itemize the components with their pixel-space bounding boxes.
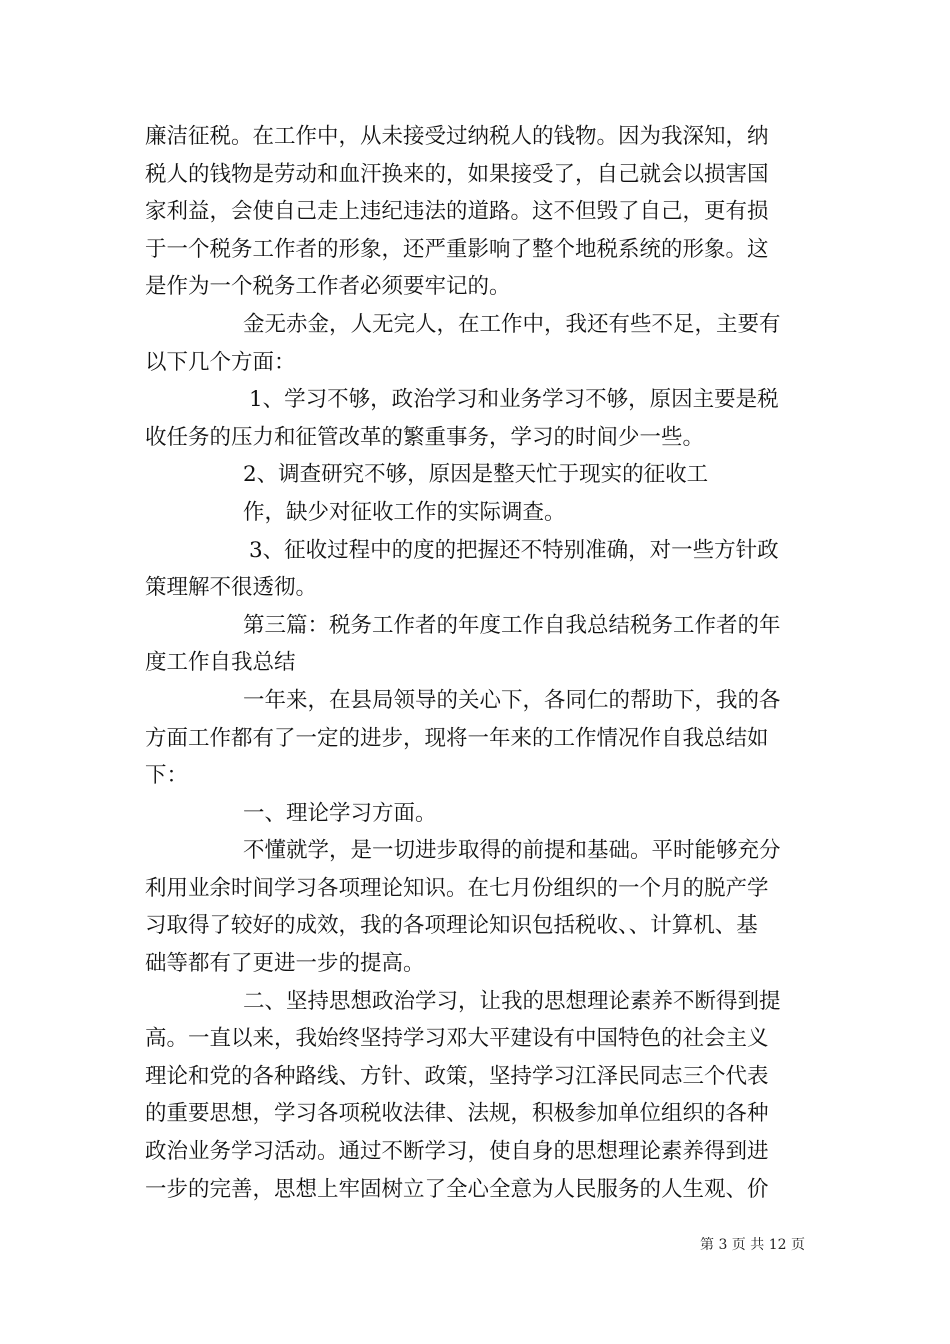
text-line: 高。一直以来，我始终坚持学习邓大平建设有中国特色的社会主义 (145, 1026, 769, 1052)
text-line: 习取得了较好的成效，我的各项理论知识包括税收、、计算机、基 (145, 913, 758, 939)
section-heading: 第三篇：税务工作者的年度工作自我总结税务工作者的年 (243, 612, 781, 638)
text-line: 不懂就学，是一切进步取得的前提和基础。平时能够充分 (243, 838, 781, 864)
text-line: 廉洁征税。在工作中，从未接受过纳税人的钱物。因为我深知，纳 (145, 124, 769, 149)
text-line: 于一个税务工作者的形象，还严重影响了整个地税系统的形象。这 (145, 236, 769, 262)
text-line: 收任务的压力和征管改革的繁重事务，学习的时间少一些。 (145, 424, 705, 450)
text-line: 3、征收过程中的度的把握还不特别准确，对一些方针政 (249, 537, 779, 563)
page-number: 第 3 页 共 12 页 (700, 1237, 805, 1253)
text-line: 础等都有了更进一步的提高。 (145, 951, 425, 977)
text-line: 税人的钱物是劳动和血汗换来的，如果接受了，自己就会以损害国 (145, 161, 769, 187)
text-line: 1、学习不够，政治学习和业务学习不够，原因主要是税 (249, 387, 779, 413)
text-line: 一、理论学习方面。 (243, 800, 437, 826)
text-line: 下： (145, 763, 189, 789)
text-line: 利用业余时间学习各项理论知识。在七月份组织的一个月的脱产学 (145, 875, 769, 901)
text-line: 是作为一个税务工作者必须要牢记的。 (145, 274, 511, 300)
text-line: 2、调查研究不够，原因是整天忙于现实的征收工 (243, 462, 709, 488)
section-heading: 度工作自我总结 (145, 650, 296, 676)
text-line: 方面工作都有了一定的进步，现将一年来的工作情况作自我总结如 (145, 725, 769, 751)
text-line: 策理解不很透彻。 (145, 575, 318, 601)
text-line: 一步的完善，思想上牢固树立了全心全意为人民服务的人生观、价 (145, 1176, 769, 1202)
text-line: 一年来，在县局领导的关心下，各同仁的帮助下，我的各 (243, 687, 781, 713)
text-line: 以下几个方面： (145, 349, 296, 375)
text-line: 的重要思想，学习各项税收法律、法规，积极参加单位组织的各种 (145, 1101, 769, 1127)
text-line: 家利益，会使自己走上违纪违法的道路。这不但毁了自己，更有损 (145, 199, 769, 225)
text-line: 二、坚持思想政治学习，让我的思想理论素养不断得到提 (243, 988, 781, 1014)
text-line: 金无赤金，人无完人，在工作中，我还有些不足，主要有 (243, 311, 781, 337)
text-line: 政治业务学习活动。通过不断学习，使自身的思想理论素养得到进 (145, 1139, 769, 1165)
body-text (145, 118, 810, 1208)
text-line: 作，缺少对征收工作的实际调查。 (243, 499, 566, 525)
text-line: 理论和党的各种路线、方针、政策，坚持学习江泽民同志三个代表 (145, 1063, 769, 1089)
